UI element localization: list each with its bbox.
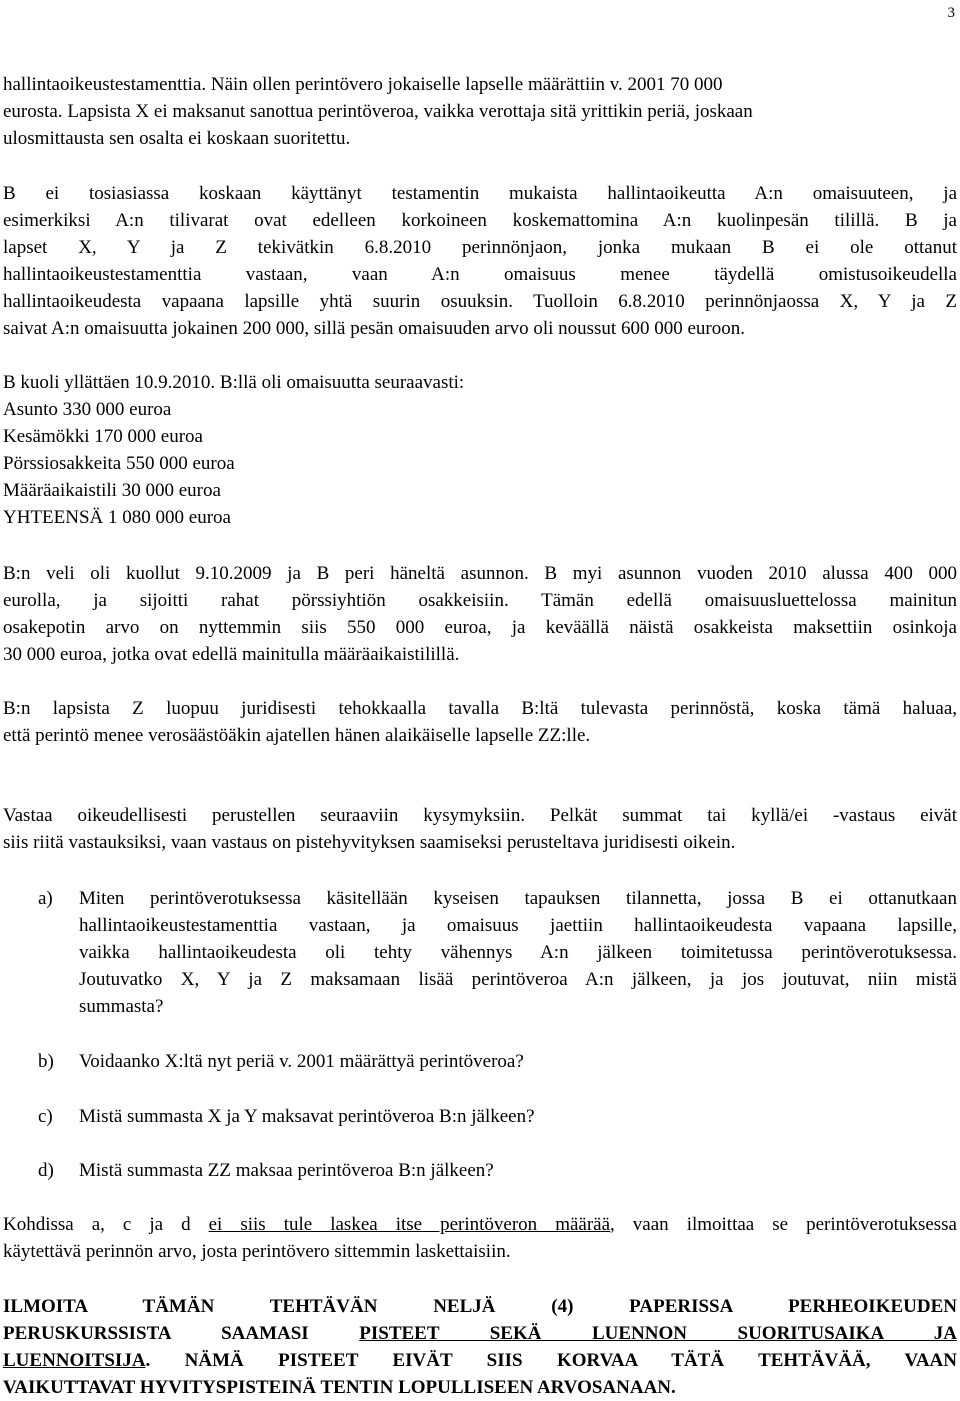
note-line: käytettävä perinnön arvo, josta perintövero sittemmin laskettaisiin. xyxy=(3,1241,511,1262)
asset-item: Asunto 330 000 euroa xyxy=(3,399,172,420)
question-a-line: Miten perintöverotuksessa käsitellään kyseisen tapauksen tilannetta, jossa B ei ottanutkaan xyxy=(79,888,957,909)
bold-notice-line: ILMOITA TÄMÄN TEHTÄVÄN NELJÄ (4) PAPERISSA PERHEOIKEUDEN xyxy=(3,1296,957,1317)
question-a-line: summasta? xyxy=(79,996,164,1017)
question-a-line: Joutuvatko X, Y ja Z maksamaan lisää perintöveroa A:n jälkeen, ja jos joutuvat, niin mistä xyxy=(79,969,957,990)
question-c-text: Mistä summasta X ja Y maksavat perintöveroa B:n jälkeen? xyxy=(79,1106,535,1127)
paragraph-1-line: eurosta. Lapsista X ei maksanut sanottua perintöveroa, vaikka verottaja sitä yrittikin periä, joskaan xyxy=(3,101,753,122)
note-underlined-text: ei siis tule laskea itse perintöveron määrää xyxy=(208,1214,611,1235)
page-number: 3 xyxy=(947,5,955,21)
bold-notice-text: PERUSKURSSISTA SAAMASI xyxy=(3,1323,360,1344)
question-b-label: b) xyxy=(38,1051,54,1072)
bold-notice-underlined: LUENNOITSIJA xyxy=(3,1350,146,1371)
paragraph-2-line: esimerkiksi A:n tilivarat ovat edelleen korkoineen koskemattomina A:n kuolinpesän tilillä. B ja xyxy=(3,210,957,231)
bold-notice-line xyxy=(3,1321,957,1347)
paragraph-5-line: B:n lapsista Z luopuu juridisesti tehokkaalla tavalla B:ltä tulevasta perinnöstä, koska tämä haluaa, xyxy=(3,698,957,719)
question-a-label: a) xyxy=(38,888,53,909)
question-a-line: hallintaoikeustestamenttia vastaan, ja omaisuus jaettiin hallintaoikeudesta vapaana lapsille, xyxy=(79,915,957,936)
paragraph-2-line: hallintaoikeustestamenttia vastaan, vaan A:n omaisuus menee täydellä omistusoikeudella xyxy=(3,264,957,285)
note-line xyxy=(3,1212,957,1238)
note-text: , vaan ilmoittaa se perintöverotuksessa xyxy=(610,1214,957,1235)
bold-notice-underlined: PISTEET SEKÄ LUENNON SUORITUSAIKA JA xyxy=(359,1323,957,1344)
asset-item: Määräaikaistili 30 000 euroa xyxy=(3,480,221,501)
paragraph-2-line: B ei tosiasiassa koskaan käyttänyt testamentin mukaista hallintaoikeutta A:n omaisuuteen, ja xyxy=(3,183,957,204)
instructions-line: Vastaa oikeudellisesti perustellen seuraaviin kysymyksiin. Pelkät summat tai kyllä/ei -vastaus eivät xyxy=(3,805,957,826)
asset-item: Kesämökki 170 000 euroa xyxy=(3,426,203,447)
paragraph-5-line: että perintö menee verosäästöäkin ajatellen hänen alaikäiselle lapselle ZZ:lle. xyxy=(3,725,591,746)
bold-notice-text: . NÄMÄ PISTEET EIVÄT SIIS KORVAA TÄTÄ TEHTÄVÄÄ, VAAN xyxy=(145,1350,957,1371)
paragraph-4-line: osakepotin arvo on nyttemmin siis 550 000 euroa, ja keväällä näistä osakkeista maksettiin osinkoja xyxy=(3,617,957,638)
paragraph-2-line: hallintaoikeudesta vapaana lapsille yhtä suurin osuuksin. Tuolloin 6.8.2010 perinnönjaossa X, Y ja Z xyxy=(3,291,957,312)
question-d-label: d) xyxy=(38,1160,54,1181)
asset-total: YHTEENSÄ 1 080 000 euroa xyxy=(3,507,231,528)
question-b-text: Voidaanko X:ltä nyt periä v. 2001 määrättyä perintöveroa? xyxy=(79,1051,524,1072)
paragraph-4-line: B:n veli oli kuollut 9.10.2009 ja B peri häneltä asunnon. B myi asunnon vuoden 2010 alussa 400 000 xyxy=(3,563,957,584)
paragraph-1-line: ulosmittausta sen osalta ei koskaan suoritettu. xyxy=(3,128,351,149)
assets-intro: B kuoli yllättäen 10.9.2010. B:llä oli omaisuutta seuraavasti: xyxy=(3,372,465,393)
paragraph-4-line: eurolla, ja sijoitti rahat pörssiyhtiön osakkeisiin. Tämän edellä omaisuusluettelossa mainitun xyxy=(3,590,957,611)
question-d-text: Mistä summasta ZZ maksaa perintöveroa B:n jälkeen? xyxy=(79,1160,494,1181)
bold-notice-line: VAIKUTTAVAT HYVITYSPISTEINÄ TENTIN LOPULLISEEN ARVOSANAAN. xyxy=(3,1377,676,1398)
question-c-label: c) xyxy=(38,1106,53,1127)
instructions-line: siis riitä vastauksiksi, vaan vastaus on pistehyvityksen saamiseksi perusteltava juridisesti oikein. xyxy=(3,832,736,853)
paragraph-2-line: saivat A:n omaisuutta jokainen 200 000, sillä pesän omaisuuden arvo oli noussut 600 000 euroon. xyxy=(3,318,745,339)
question-a-line: vaikka hallintaoikeudesta oli tehty vähennys A:n jälkeen toimitetussa perintöverotuksessa. xyxy=(79,942,957,963)
paragraph-2-line: lapset X, Y ja Z tekivätkin 6.8.2010 perinnönjaon, jonka mukaan B ei ole ottanut xyxy=(3,237,957,258)
note-text: Kohdissa a, c ja d xyxy=(3,1214,209,1235)
asset-item: Pörssiosakkeita 550 000 euroa xyxy=(3,453,235,474)
paragraph-4-line: 30 000 euroa, jotka ovat edellä mainitulla määräaikaistilillä. xyxy=(3,644,460,665)
paragraph-1-line: hallintaoikeustestamenttia. Näin ollen perintövero jokaiselle lapselle määrättiin v. 2001 70 000 xyxy=(3,74,723,95)
bold-notice-line xyxy=(3,1348,957,1374)
